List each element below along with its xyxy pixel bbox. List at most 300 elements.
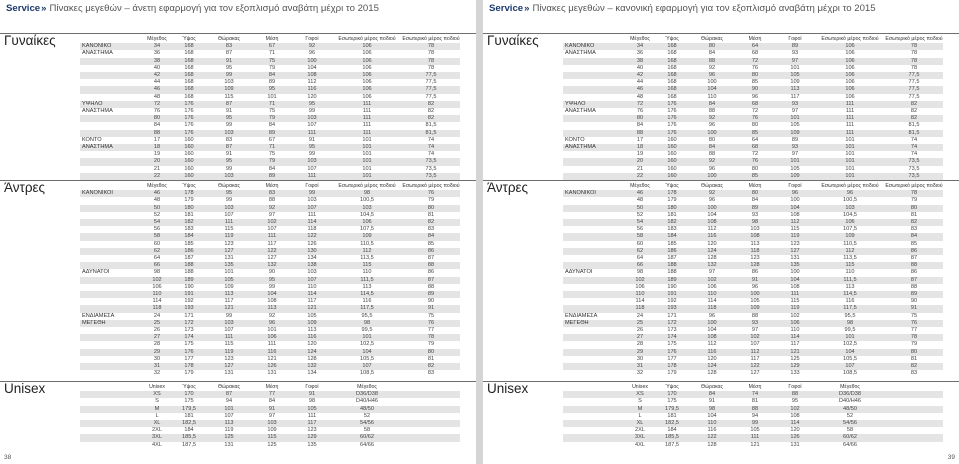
table-cell: 96: [308, 50, 316, 57]
table-cell: 88: [689, 58, 735, 65]
table-cell: 82: [402, 363, 460, 370]
table-cell: 87: [225, 50, 233, 57]
column-header: Ύψος: [665, 36, 679, 43]
table-cell: 122: [735, 363, 775, 370]
table-cell: 99: [292, 190, 332, 197]
table-cell: 108: [735, 233, 775, 240]
table-cell: 77,5: [402, 72, 460, 79]
column-header: Μέγεθος: [630, 36, 650, 43]
section-title: Γυναίκες: [487, 33, 539, 48]
table-cell: 132: [689, 262, 735, 269]
table-cell: 131: [224, 370, 234, 377]
table-cell: 104: [689, 86, 735, 93]
table-cell: 101: [267, 93, 277, 100]
table-cell: 120: [307, 93, 317, 100]
table-cell: [80, 434, 142, 441]
table-cell: 96: [751, 283, 759, 290]
table-cell: 96: [815, 190, 885, 197]
table-cell: 119: [206, 233, 252, 240]
column-header: Μέση: [265, 384, 279, 391]
section-title: Unisex: [4, 381, 46, 396]
table-cell: 112: [815, 248, 885, 255]
table-cell: 88: [885, 262, 943, 269]
table-cell: 113: [750, 240, 760, 247]
table-cell: 74: [910, 136, 918, 143]
table-cell: 188: [655, 262, 689, 269]
table-cell: 31: [142, 363, 172, 370]
table-cell: 168: [667, 93, 677, 100]
table-cell: [80, 65, 142, 72]
table-cell: 113: [307, 327, 317, 334]
table-cell: 91: [402, 305, 460, 312]
table-cell: 112: [735, 349, 775, 356]
table-row: [80, 420, 460, 427]
table-cell: 96: [708, 165, 716, 172]
table-cell: 74: [427, 151, 435, 158]
table-cell: 88: [735, 406, 775, 413]
table-cell: 131: [267, 370, 277, 377]
page-header: [6, 3, 379, 15]
table-cell: 119: [206, 349, 252, 356]
table-cell: [563, 334, 625, 341]
table-row: [80, 205, 460, 212]
table-row: [80, 398, 460, 405]
table-cell: 117,5: [332, 305, 402, 312]
table-cell: 97: [751, 327, 759, 334]
table-cell: 93: [735, 320, 775, 327]
table-cell: 113,5: [360, 255, 374, 262]
table-cell: [563, 341, 625, 348]
table-cell: 111: [332, 115, 402, 122]
table-cell: 106: [707, 283, 717, 290]
table-cell: [80, 284, 142, 291]
table-row: [563, 122, 943, 129]
table-cell: 89: [268, 79, 276, 86]
page-title: Πίνακες μεγεθών – άνετη εφαρμογή για τον εξοπλισμό αναβάτη μέχρι το 2015: [49, 3, 379, 14]
table-cell: 106: [775, 320, 815, 327]
table-cell: 77: [427, 327, 435, 334]
table-cell: 114: [152, 298, 162, 305]
table-cell: 27: [625, 334, 655, 341]
table-cell: 126: [252, 363, 292, 370]
table-cell: [80, 305, 142, 312]
table-cell: 112: [307, 79, 317, 86]
section-men: [483, 180, 959, 381]
table-cell: 104: [332, 349, 402, 356]
table-cell: 131: [790, 255, 800, 262]
table-cell: 106: [332, 43, 402, 50]
table-cell: 91: [708, 398, 716, 405]
table-row: [80, 356, 460, 363]
table-cell: 175: [667, 341, 677, 348]
table-cell: 99: [308, 108, 316, 115]
table-cell: ΚΑΝΟΝΙΚΟ: [563, 43, 625, 50]
table-cell: 99: [308, 151, 316, 158]
table-cell: 81,5: [908, 122, 920, 129]
table-cell: 100,5: [843, 197, 857, 204]
table-cell: 106: [332, 72, 402, 79]
table-cell: 98: [735, 219, 775, 226]
table-cell: 175: [184, 341, 194, 348]
table-cell: ΜΕΓΕΘΗ: [80, 320, 142, 327]
table-cell: 168: [172, 86, 206, 93]
table-cell: 102: [252, 219, 292, 226]
table-cell: 121: [206, 305, 252, 312]
column-header: Θώρακας: [700, 384, 724, 391]
table-cell: 106: [332, 58, 402, 65]
table-cell: 92: [252, 205, 292, 212]
table-cell: 77,5: [885, 86, 943, 93]
table-cell: 78: [910, 64, 918, 71]
table-row: [563, 101, 943, 108]
table-cell: 103: [206, 205, 252, 212]
table-row: [80, 79, 460, 86]
table-cell: 92: [689, 158, 735, 165]
table-cell: 106: [815, 43, 885, 50]
table-cell: 103: [292, 158, 332, 165]
table-cell: 60: [636, 240, 644, 247]
table-cell: [80, 233, 142, 240]
table-cell: 178: [172, 190, 206, 197]
table-cell: [563, 291, 625, 298]
table-cell: 42: [142, 72, 172, 79]
table-cell: 101: [332, 158, 402, 165]
table-cell: 113: [252, 305, 292, 312]
table-cell: 127: [206, 363, 252, 370]
table-cell: 101: [267, 327, 277, 334]
table-cell: [563, 327, 625, 334]
table-cell: 82: [885, 363, 943, 370]
table-row: [80, 197, 460, 204]
column-header: Θώρακας: [700, 36, 724, 43]
table-cell: 90: [427, 298, 435, 305]
table-cell: 46: [625, 190, 655, 197]
table-cell: 75: [427, 312, 435, 319]
page-number: 38: [4, 454, 12, 461]
table-cell: 114: [635, 298, 645, 305]
table-cell: 135: [307, 441, 317, 448]
table-cell: 102,5: [360, 341, 374, 348]
table-cell: 106: [362, 64, 372, 71]
table-cell: [563, 58, 625, 65]
table-cell: 138: [292, 262, 332, 269]
table-cell: 114: [707, 298, 717, 305]
table-cell: 48: [153, 197, 161, 204]
table-cell: 108: [790, 412, 800, 419]
table-cell: [80, 115, 142, 122]
table-cell: 21: [153, 165, 161, 172]
table-row: [563, 413, 943, 420]
table-cell: 193: [655, 305, 689, 312]
table-row: [563, 173, 943, 180]
table-cell: 103: [206, 173, 252, 180]
table-row: [563, 248, 943, 255]
table-cell: 95: [292, 101, 332, 108]
table-row: [80, 370, 460, 377]
table-cell: 100: [292, 58, 332, 65]
column-header: Unisex: [149, 384, 165, 391]
table-cell: 96: [708, 122, 716, 129]
table-cell: [80, 391, 142, 398]
table-cell: 100,5: [360, 197, 374, 204]
column-header: Γοφοί: [788, 36, 802, 43]
table-cell: 92: [292, 43, 332, 50]
table-cell: 88: [775, 391, 815, 398]
table-cell: 131: [224, 441, 234, 448]
table-cell: 113: [775, 86, 815, 93]
table-cell: 115: [252, 434, 292, 441]
table-cell: 80: [885, 349, 943, 356]
table-cell: 81,5: [425, 122, 437, 129]
table-cell: 89: [791, 136, 799, 143]
table-cell: 64/66: [360, 441, 374, 448]
table-cell: 118: [735, 248, 775, 255]
table-cell: 68: [751, 50, 759, 57]
table-cell: 74: [402, 144, 460, 151]
table-cell: 75: [910, 312, 918, 319]
table-cell: 176: [172, 101, 206, 108]
table-cell: 110,5: [360, 240, 374, 247]
table-cell: 24: [153, 312, 161, 319]
table-cell: 111,5: [332, 277, 402, 284]
table-cell: 79: [268, 64, 276, 71]
table-cell: 80: [735, 72, 775, 79]
column-header: Μέση: [748, 384, 762, 391]
table-cell: 87: [885, 277, 943, 284]
table-row: [563, 72, 943, 79]
table-cell: 102,5: [843, 341, 857, 348]
table-cell: 99: [206, 72, 252, 79]
table-row: [563, 370, 943, 377]
table-row: [563, 427, 943, 434]
table-cell: [80, 58, 142, 65]
table-cell: [563, 130, 625, 137]
table-row: [80, 298, 460, 305]
table-cell: 64: [751, 136, 759, 143]
table-cell: 88: [910, 283, 918, 290]
table-cell: 120: [790, 427, 800, 434]
table-cell: 180: [655, 205, 689, 212]
table-row: [563, 262, 943, 269]
table-cell: 114: [292, 219, 332, 226]
table-cell: 89: [885, 291, 943, 298]
table-cell: 118: [625, 305, 655, 312]
table-cell: 19: [153, 151, 161, 158]
table-cell: 131: [224, 255, 234, 262]
table-cell: 116: [292, 334, 332, 341]
table-cell: 104: [775, 205, 815, 212]
table-cell: 168: [655, 43, 689, 50]
table-cell: [885, 420, 943, 427]
table-cell: 97: [708, 269, 716, 276]
table-cell: 176: [655, 101, 689, 108]
table-cell: 36: [153, 50, 161, 57]
table-cell: 98: [308, 398, 316, 405]
table-cell: 109: [224, 283, 234, 290]
table-cell: 103: [307, 197, 317, 204]
table-cell: 171: [667, 312, 677, 319]
table-cell: 123: [307, 427, 317, 434]
table-header-row: [80, 35, 460, 43]
table-cell: 76: [735, 115, 775, 122]
table-cell: 78: [427, 64, 435, 71]
table-cell: 3XL: [625, 434, 655, 441]
table-cell: 54/56: [332, 420, 402, 427]
table-row: [80, 305, 460, 312]
table-cell: 182,5: [655, 420, 689, 427]
table-cell: ΚΟΝΤΟ: [82, 136, 102, 143]
table-cell: 87: [206, 144, 252, 151]
table-cell: [563, 398, 625, 405]
table-cell: XS: [142, 391, 172, 398]
table-cell: 106: [362, 79, 372, 86]
table-cell: 73,5: [402, 158, 460, 165]
table-cell: 191: [172, 291, 206, 298]
table-cell: 29: [625, 349, 655, 356]
table-cell: 185: [667, 240, 677, 247]
table-cell: ΑΝΑΣΤΗΜΑ: [563, 144, 625, 151]
table-cell: 107: [332, 363, 402, 370]
table-cell: 71: [252, 101, 292, 108]
table-cell: 111: [307, 211, 317, 218]
table-cell: 106: [332, 219, 402, 226]
table-cell: 101: [815, 334, 885, 341]
chevron-right-icon: »: [41, 3, 47, 14]
table-cell: 109: [267, 427, 277, 434]
table-cell: 110: [362, 269, 372, 276]
table-cell: D36/D38: [815, 391, 885, 398]
table-row: [563, 130, 943, 137]
table-row: [563, 398, 943, 405]
table-cell: [885, 427, 943, 434]
table-cell: [80, 363, 142, 370]
table-header-row: [563, 383, 943, 391]
table-cell: [80, 349, 142, 356]
table-row: [80, 277, 460, 284]
table-row: [563, 434, 943, 441]
table-cell: 108,5: [360, 370, 374, 377]
table-row: [563, 166, 943, 173]
table-cell: [80, 327, 142, 334]
table-row: [80, 108, 460, 115]
table-cell: [563, 65, 625, 72]
section-unisex: [483, 381, 959, 461]
table-cell: 102: [735, 334, 775, 341]
table-cell: 176: [172, 349, 206, 356]
section-divider: [483, 33, 959, 34]
table-cell: ΑΝΑΣΤΗΜΑ: [80, 144, 142, 151]
table-cell: 98: [332, 190, 402, 197]
table-cell: 77,5: [425, 79, 437, 86]
table-cell: 89: [252, 130, 292, 137]
table-cell: 84: [689, 391, 735, 398]
table-cell: 176: [184, 122, 194, 129]
table-cell: 58: [142, 233, 172, 240]
table-cell: 88: [402, 262, 460, 269]
table-cell: 112: [707, 226, 717, 233]
table-cell: 117: [307, 298, 317, 305]
table-cell: 48/50: [815, 406, 885, 413]
table-row: [563, 320, 943, 327]
table-cell: 25: [625, 320, 655, 327]
table-cell: 101: [332, 334, 402, 341]
table-cell: 168: [172, 58, 206, 65]
table-cell: 81: [910, 211, 918, 218]
table-cell: 73,5: [885, 158, 943, 165]
table-cell: 76: [885, 320, 943, 327]
table-cell: 90: [910, 298, 918, 305]
table-cell: 114,5: [332, 291, 402, 298]
table-cell: [563, 262, 625, 269]
table-cell: 127: [750, 370, 760, 377]
table-cell: 130: [292, 248, 332, 255]
table-cell: 89: [775, 43, 815, 50]
table-cell: 129: [775, 363, 815, 370]
table-cell: 182: [172, 219, 206, 226]
table-cell: 103: [206, 320, 252, 327]
table-cell: 34: [625, 43, 655, 50]
table-row: [80, 101, 460, 108]
table-cell: [402, 398, 460, 405]
table-cell: 100: [689, 205, 735, 212]
table-cell: [563, 233, 625, 240]
table-cell: ΚΟΝΤΟ: [565, 136, 585, 143]
table-cell: 107: [224, 412, 234, 419]
column-header: Γοφοί: [788, 384, 802, 391]
table-row: [80, 241, 460, 248]
table-cell: 108: [292, 72, 332, 79]
table-cell: 98: [153, 269, 161, 276]
table-cell: 68: [735, 101, 775, 108]
table-cell: [563, 413, 625, 420]
section-unisex: [0, 381, 476, 461]
table-cell: 185,5: [655, 434, 689, 441]
table-cell: 168: [172, 43, 206, 50]
table-cell: 92: [708, 64, 716, 71]
table-cell: 84: [268, 398, 276, 405]
table-cell: 100: [707, 79, 717, 86]
table-cell: [80, 370, 142, 377]
column-header: [402, 383, 460, 391]
table-cell: 83: [910, 370, 918, 377]
table-cell: 107: [292, 205, 332, 212]
table-cell: 30: [636, 355, 644, 362]
table-cell: 121: [292, 305, 332, 312]
table-cell: [563, 434, 625, 441]
table-cell: 124: [689, 248, 735, 255]
table-cell: 2XL: [152, 427, 162, 434]
table-cell: 176: [172, 130, 206, 137]
table-cell: 107: [307, 122, 317, 129]
table-cell: 101: [845, 136, 855, 143]
table-row: [563, 79, 943, 86]
table-cell: 103: [815, 205, 885, 212]
table-cell: 83: [427, 226, 435, 233]
table-cell: 80: [142, 115, 172, 122]
table-cell: 58: [625, 233, 655, 240]
table-cell: 80: [625, 115, 655, 122]
table-cell: 78: [402, 334, 460, 341]
table-cell: 94: [751, 412, 759, 419]
table-cell: 122: [689, 434, 735, 441]
table-cell: 123: [224, 355, 234, 362]
table-cell: 48: [636, 197, 644, 204]
table-cell: [402, 442, 460, 449]
table-cell: 18: [625, 144, 655, 151]
table-cell: 105: [206, 277, 252, 284]
table-cell: 81: [427, 211, 435, 218]
table-cell: ΚΑΝΟΝΙΚΟ: [80, 43, 142, 50]
